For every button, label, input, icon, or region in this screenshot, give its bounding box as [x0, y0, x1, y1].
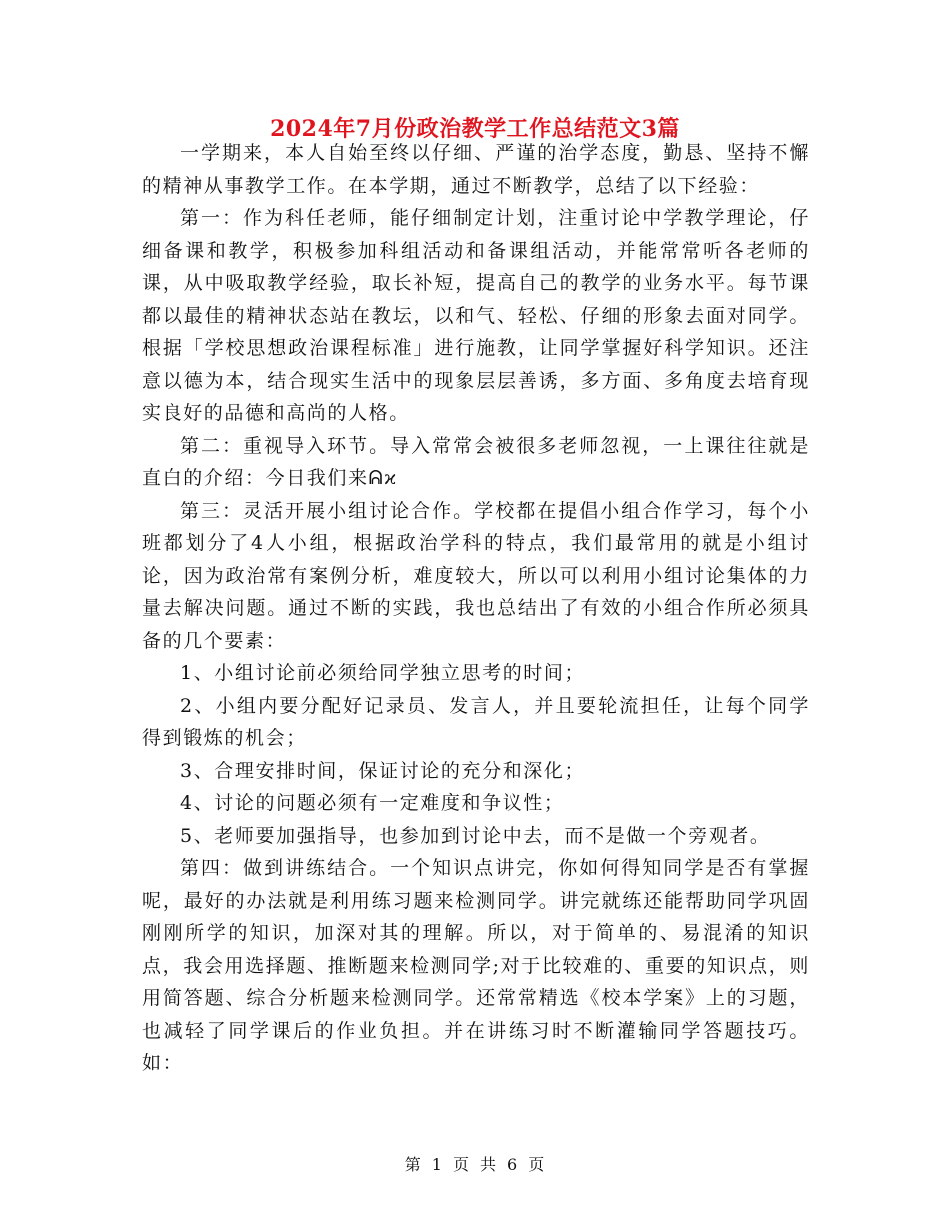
paragraph-intro: 一学期来，本人自始至终以仔细、严谨的治学态度，勤恳、坚持不懈的精神从事教学工作。在本学期，通过不断教学，总结了以下经验：: [142, 142, 810, 197]
footer-page-unit: 页: [452, 1155, 470, 1174]
list-item-2: 2、小组内要分配好记录员、发言人，并且要轮流担任，让每个同学得到锻炼的机会；: [142, 694, 810, 749]
footer-page-label: 第: [404, 1155, 422, 1174]
list-item-5: 5、老师要加强指导，也参加到讨论中去，而不是做一个旁观者。: [180, 824, 771, 847]
paragraph-point-two: 第二：重视导入环节。导入常常会被很多老师忽视，一上课往往就是直白的介绍：今日我们来ᕱϰ: [142, 434, 810, 489]
document-title: 2024年7月份政治教学工作总结范文3篇: [270, 116, 680, 142]
paragraph-point-one: 第一：作为科任老师，能仔细制定计划，注重讨论中学教学理论，仔细备课和教学，积极参加科组活动和备课组活动，并能常常听各老师的课，从中吸取教学经验，取长补短，提高自己的教学的业务水平。每节课都以最佳的精神状态站在教坛，以和气、轻松、仔细的形象去面对同学。根据「学校思想政治课程标准」进行施教，让同学掌握好科学知识。还注意以德为本，结合现实生活中的现象层层善诱，多方面、多角度去培育现实良好的品德和高尚的人格。: [142, 207, 810, 424]
list-item-3: 3、合理安排时间，保证讨论的充分和深化；: [180, 759, 586, 782]
paragraph-point-four: 第四：做到讲练结合。一个知识点讲完，你如何得知同学是否有掌握呢，最好的办法就是利用练习题来检测同学。讲完就练还能帮助同学巩固刚刚所学的知识，加深对其的理解。所以，对于简单的、易混淆的知识点，我会用选择题、推断题来检测同学;对于比较难的、重要的知识点，则用简答题、综合分析题来检测同学。还常常精选《校本学案》上的习题，也减轻了同学课后的作业负担。并在讲练习时不断灌输同学答题技巧。如：: [142, 857, 810, 1074]
footer-current-page: 1: [431, 1155, 443, 1174]
footer-total-unit: 页: [528, 1155, 546, 1174]
paragraph-point-three: 第三：灵活开展小组讨论合作。学校都在提倡小组合作学习，每个小班都划分了4人小组，根据政治学科的特点，我们最常用的就是小组讨论，因为政治常有案例分析，难度较大，所以可以利用小组讨论集体的力量去解决问题。通过不断的实践，我也总结出了有效的小组合作所必须具备的几个要素：: [142, 499, 810, 652]
list-item-1: 1、小组讨论前必须给同学独立思考的时间；: [180, 662, 586, 684]
footer-total-label: 共: [480, 1155, 498, 1174]
page-footer: [0, 1152, 950, 1175]
document-body: [142, 137, 810, 1080]
list-item-4: 4、讨论的问题必须有一定难度和争议性；: [180, 792, 565, 814]
footer-total-pages: 6: [507, 1155, 519, 1174]
